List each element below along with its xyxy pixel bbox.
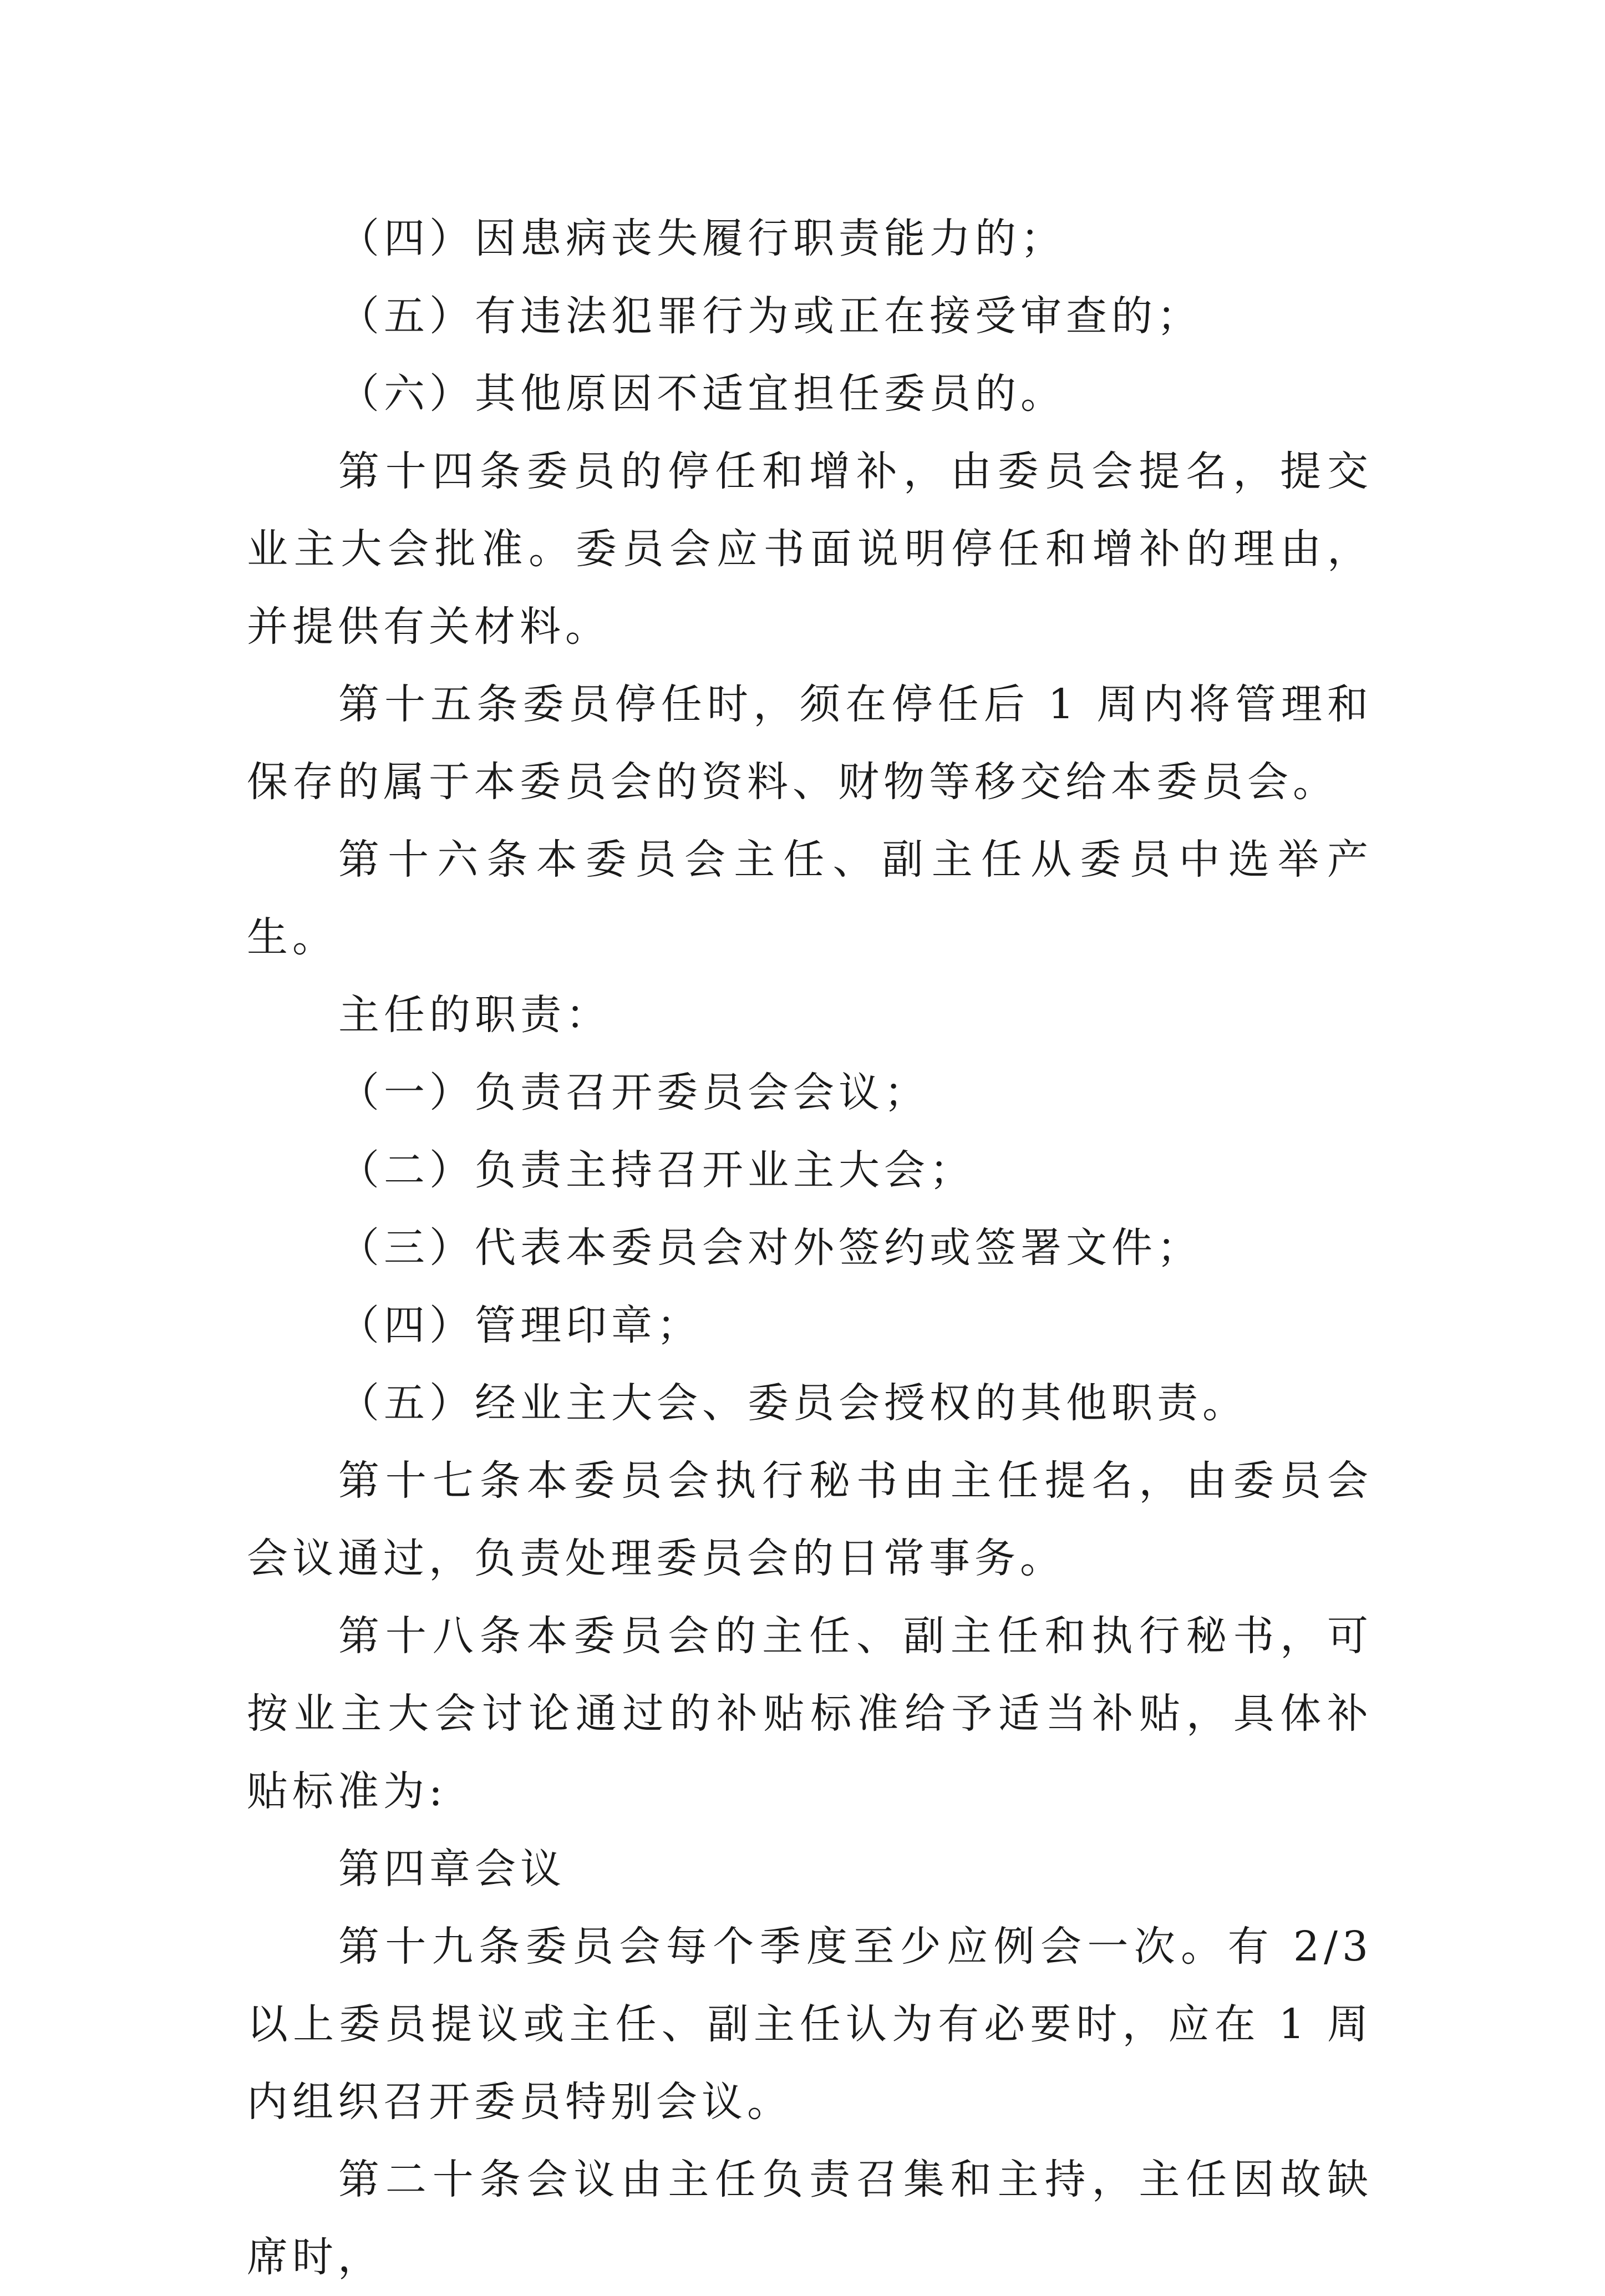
document-body bbox=[247, 200, 1373, 2296]
article-20: 第二十条会议由主任负责召集和主持，主任因故缺席时， bbox=[247, 2156, 1373, 2281]
article-15: 第十五条委员停任时，须在停任后 1 周内将管理和保存的属于本委员会的资料、财物等移交给本委员会。 bbox=[247, 680, 1373, 806]
duty-2: （二）负责主持召开业主大会； bbox=[338, 1146, 975, 1194]
director-duties-heading: 主任的职责： bbox=[338, 991, 611, 1039]
article-19: 第十九条委员会每个季度至少应例会一次。有 2/3 以上委员提议或主任、副主任认为有必要时，应在 1 周内组织召开委员特别会议。 bbox=[247, 1923, 1373, 2126]
clause-6-other-reasons: （六）其他原因不适宜担任委员的。 bbox=[338, 370, 1066, 418]
article-14: 第十四条委员的停任和增补，由委员会提名，提交业主大会批准。委员会应书面说明停任和增补的理由，并提供有关材料。 bbox=[247, 448, 1373, 651]
article-18: 第十八条本委员会的主任、副主任和执行秘书，可按业主大会讨论通过的补贴标准给予适当补贴，具体补贴标准为: bbox=[247, 1612, 1373, 1815]
duty-1: （一）负责召开委员会会议； bbox=[338, 1069, 930, 1116]
duty-5: （五）经业主大会、委员会授权的其他职责。 bbox=[338, 1379, 1248, 1427]
duty-4: （四）管理印章； bbox=[338, 1302, 702, 1349]
article-16: 第十六条本委员会主任、副主任从委员中选举产生。 bbox=[247, 836, 1373, 961]
duty-3: （三）代表本委员会对外签约或签署文件； bbox=[338, 1224, 1202, 1272]
article-17: 第十七条本委员会执行秘书由主任提名，由委员会会议通过，负责处理委员会的日常事务。 bbox=[247, 1457, 1373, 1582]
chapter-4-heading: 第四章会议 bbox=[338, 1845, 566, 1893]
clause-4-incapacity: （四）因患病丧失履行职责能力的； bbox=[338, 215, 1066, 262]
clause-5-illegal-conduct: （五）有违法犯罪行为或正在接受审查的； bbox=[338, 292, 1202, 340]
